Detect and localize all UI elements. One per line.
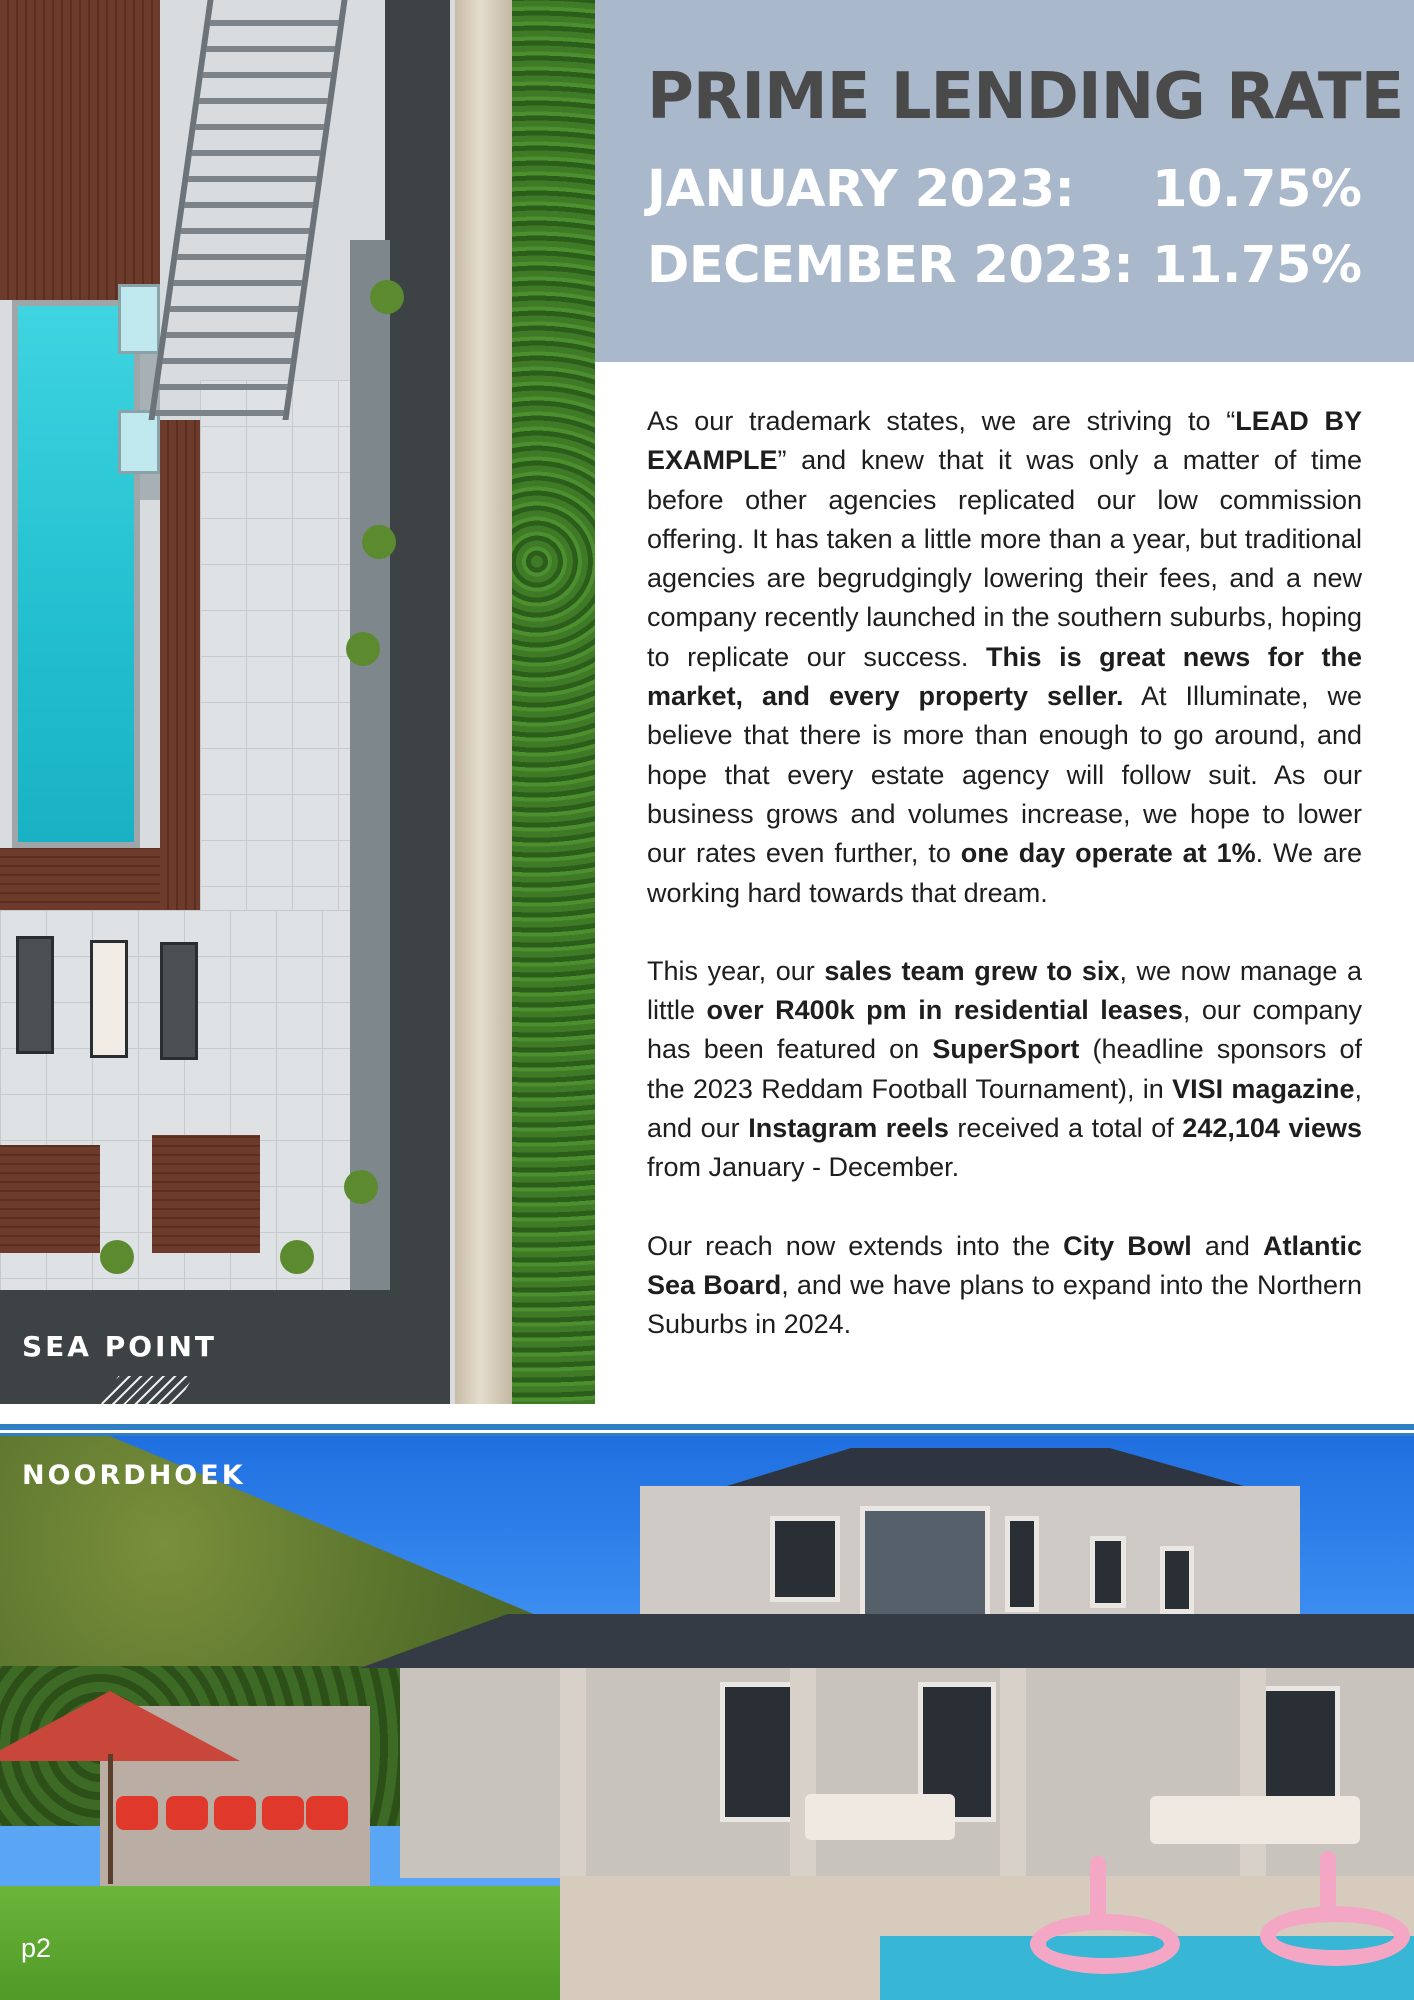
text-run: At Illuminate, we believe that there is more than enough to go around, and hope that every estate agency will follow suit. As our business grows and volumes increase, we hope to lower our rates even further, to (647, 681, 1362, 869)
bold-run: Atlantic Sea Board (647, 1230, 1362, 1300)
text-run: This year, our (647, 955, 825, 986)
bold-run: City Bowl (1063, 1230, 1192, 1261)
bold-run: This is great news for the market, and every property seller. (647, 641, 1362, 712)
rate-row-december (647, 236, 1361, 295)
page-title: PRIME LENDING RATE (647, 60, 1404, 134)
paragraph-intro (647, 402, 1362, 913)
noordhoek-caption: NOORDHOEK (22, 1460, 246, 1491)
rate-label: DECEMBER 2023: (647, 236, 1134, 295)
text-run: . We are working hard towards that dream. (647, 838, 1362, 908)
rate-row-january (647, 160, 1361, 219)
text-run: from January - December. (647, 1152, 960, 1183)
bold-run: one day operate at 1% (960, 838, 1256, 869)
bold-run: sales team grew to six (824, 955, 1120, 986)
divider-line (0, 1424, 1414, 1430)
page-number: p2 (21, 1933, 52, 1963)
bold-run: 242,104 views (1182, 1113, 1363, 1144)
text-run: , and we have plans to expand into the Northern Suburbs in 2024. (647, 1269, 1362, 1340)
house-photo (0, 1436, 1414, 2000)
rate-label: JANUARY 2023: (647, 160, 1075, 219)
text-run: , we now manage a little (647, 955, 1363, 1026)
text-run: , and our (647, 1073, 1362, 1144)
bold-run: LEAD BY EXAMPLE (647, 406, 1362, 476)
bold-run: VISI magazine (1172, 1073, 1355, 1104)
aerial-photo (0, 0, 595, 1404)
text-run: received a total of (948, 1113, 1183, 1144)
article-body (647, 402, 1362, 1384)
prime-rate-header (595, 0, 1414, 362)
text-run: , our company has been featured on (647, 995, 1362, 1065)
paragraph-reach (647, 1227, 1362, 1345)
text-run: Our reach now extends into the (647, 1230, 1064, 1261)
text-run: As our trademark states, we are striving to “ (647, 406, 1236, 436)
bold-run: Instagram reels (748, 1113, 949, 1144)
rate-value: 11.75% (1152, 236, 1362, 295)
bold-run: over R400k pm in residential leases (706, 995, 1183, 1026)
sea-point-caption: SEA POINT (22, 1330, 217, 1363)
bold-run: SuperSport (932, 1034, 1080, 1065)
rate-value: 10.75% (1152, 160, 1362, 219)
text-run: and (1191, 1230, 1263, 1261)
paragraph-achievements (647, 952, 1362, 1188)
text-run: (headline sponsors of the 2023 Reddam Football Tournament), in (647, 1034, 1362, 1104)
text-run: ” and knew that it was only a matter of time before other agencies replicated our low commission offering. It has taken a little more than a year, but traditional agencies are begrudgingly lowering their fees, and a new company recently launched in the southern suburbs, hoping to replicate our success. (647, 445, 1362, 672)
